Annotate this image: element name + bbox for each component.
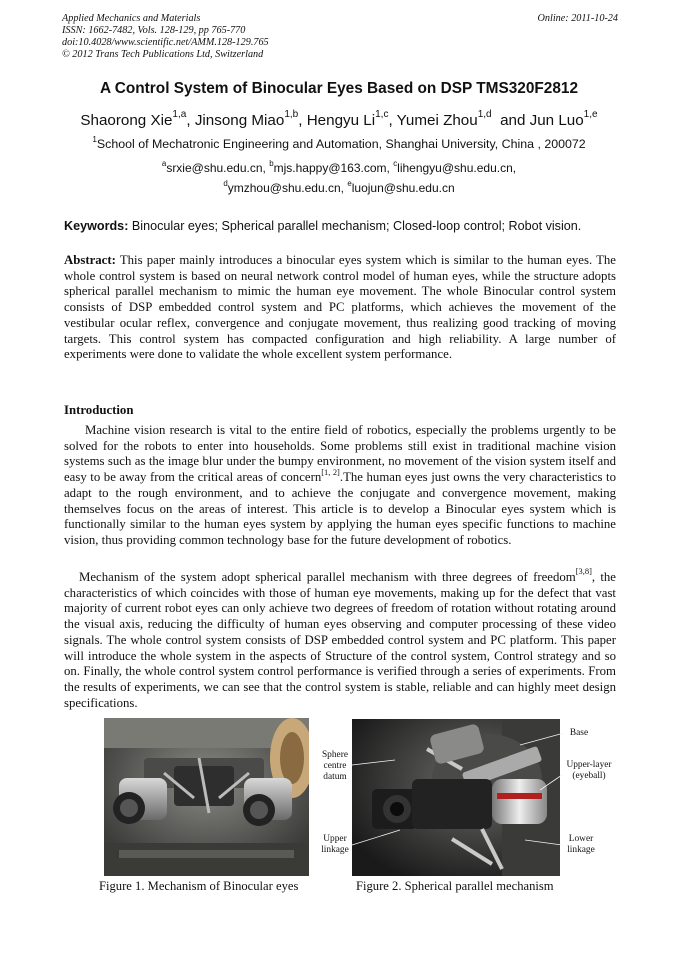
- abstract-label: Abstract:: [64, 253, 116, 267]
- paragraph-text: .The human eyes just owns the very characteristics to adapt to the rough environment, and to achieve the conjugate and convergence movement, making themselves focus on the areas of interest. This article is to develop a Binocular eyes system which is functionally similar to the human eyes system by applying the human eyes specific functions to machine vision, thus providing common technology base for the future development of robotics.: [64, 470, 616, 547]
- paragraph-text: Mechanism of the system adopt spherical parallel mechanism with three degrees of freedom: [79, 570, 576, 584]
- author-name: Shaorong Xie: [80, 112, 173, 129]
- email-address[interactable]: mjs.happy@163.com,: [273, 161, 394, 175]
- label-lower-linkage: Lower linkage: [567, 834, 595, 855]
- author-affil-mark: 1,b: [284, 109, 299, 121]
- body-paragraph: [64, 566, 616, 711]
- affiliation-mark: 1: [92, 134, 97, 144]
- author-name: Jinsong Miao: [194, 112, 285, 129]
- keywords-text: Binocular eyes; Spherical parallel mechanism; Closed-loop control; Robot vision.: [128, 219, 582, 233]
- email-mark: b: [269, 158, 274, 168]
- abstract: [64, 253, 616, 363]
- journal-name: Applied Mechanics and Materials: [62, 13, 201, 24]
- paper-title: A Control System of Binocular Eyes Based on DSP TMS320F2812: [99, 80, 579, 97]
- issn-line: ISSN: 1662-7482, Vols. 128-129, pp 765-770: [62, 25, 246, 36]
- author-separator: ,: [298, 112, 307, 129]
- email-mark: d: [223, 178, 228, 188]
- author-affil-mark: 1,c: [375, 109, 389, 121]
- copyright-line: © 2012 Trans Tech Publications Ltd, Switzerland: [62, 49, 264, 60]
- paragraph-text: , the characteristics of which coincides with those of human eye movements, making up for the defect that vast majority of current robot eyes can only achieve two degrees of freedom of rotation without rotating around the visual axis, reducing the difficulty of human eyes observing and computer processing of these video signals. The whole control system consists of DSP embedded control system and PC platform. This paper will introduce the whole system in the aspects of Structure of the control system, Control strategy and so on. Finally, the whole control system control performance is verified through a series of experiments. From the results of experiments, we can see that the control system is stable, reliable and can highly meet design specifications.: [64, 570, 616, 710]
- paragraph-text: Machine vision research is vital to the entire field of robotics, especially the problems urgently to be solved for the robots to enter into households. Some problems still exist in traditional machine vision systems such as the image blur under the bumpy environment, no movement of the vision system itself and easy to be away from the critical areas of concern: [64, 423, 616, 485]
- affiliation: [0, 134, 678, 151]
- citation[interactable]: [3,8]: [575, 566, 592, 577]
- email-mark: a: [161, 158, 167, 168]
- keywords: [64, 219, 616, 233]
- label-upper-linkage: Upper linkage: [321, 834, 349, 855]
- author-affil-mark: 1,a: [172, 109, 187, 121]
- online-date: Online: 2011-10-24: [537, 13, 618, 24]
- affiliation-text: School of Mechatronic Engineering and Automation, Shanghai University, China , 200072: [96, 137, 586, 151]
- figure-binocular-mechanism-photo: [104, 718, 309, 876]
- abstract-text: This paper mainly introduces a binocular eyes system which is similar to the human eyes. The whole control system is based on neural network control model of human eyes, while the structure adopts spherical parallel mechanism to mimic the human eye movement. The whole Binocular control system consists of DSP embedded control system and PC platforms, which achieves the movement of the vestibular ocular reflex, convergence and conjugate movement, thus realizing good tracking of moving targets. This control system has compacted configuration and high reliability. A large number of experiments were done to validate the whole excellent system performance.: [64, 253, 616, 362]
- doi-line: doi:10.4028/www.scientific.net/AMM.128-129.765: [62, 37, 269, 48]
- author-affil-mark: 1,e: [583, 109, 598, 121]
- label-sphere-centre-datum: Sphere centre datum: [321, 750, 349, 782]
- label-upper-layer-eyeball: Upper-layer (eyeball): [566, 760, 612, 781]
- email-mark: e: [347, 178, 352, 188]
- figure-2-caption: Figure 2. Spherical parallel mechanism: [356, 879, 554, 893]
- binocular-mechanism-illustration: [104, 718, 309, 876]
- figure-1-caption: Figure 1. Mechanism of Binocular eyes: [99, 879, 299, 893]
- email-address[interactable]: luojun@shu.edu.cn: [351, 181, 455, 195]
- author-and: and: [491, 112, 530, 129]
- email-mark: c: [393, 158, 398, 168]
- journal-header: [62, 13, 618, 61]
- email-line: [0, 158, 678, 175]
- author-separator: ,: [186, 112, 195, 129]
- citation[interactable]: [1, 2]: [321, 466, 340, 477]
- email-line: [0, 178, 678, 195]
- author-name: Yumei Zhou: [396, 112, 478, 129]
- author-name: Hengyu Li: [306, 112, 376, 129]
- author-affil-mark: 1,d: [477, 109, 492, 121]
- author-separator: ,: [388, 112, 397, 129]
- body-paragraph: [64, 423, 616, 549]
- email-address[interactable]: lihengyu@shu.edu.cn,: [397, 161, 517, 175]
- figure-spherical-parallel-photo: [352, 719, 560, 876]
- keywords-label: Keywords:: [64, 219, 129, 233]
- section-heading: Introduction: [64, 403, 134, 417]
- label-base: Base: [569, 728, 589, 738]
- email-address[interactable]: srxie@shu.edu.cn,: [166, 161, 270, 175]
- email-address[interactable]: ymzhou@shu.edu.cn,: [227, 181, 348, 195]
- author-name: Jun Luo: [529, 112, 584, 129]
- author-list: [0, 109, 678, 129]
- spherical-parallel-illustration: [352, 719, 560, 876]
